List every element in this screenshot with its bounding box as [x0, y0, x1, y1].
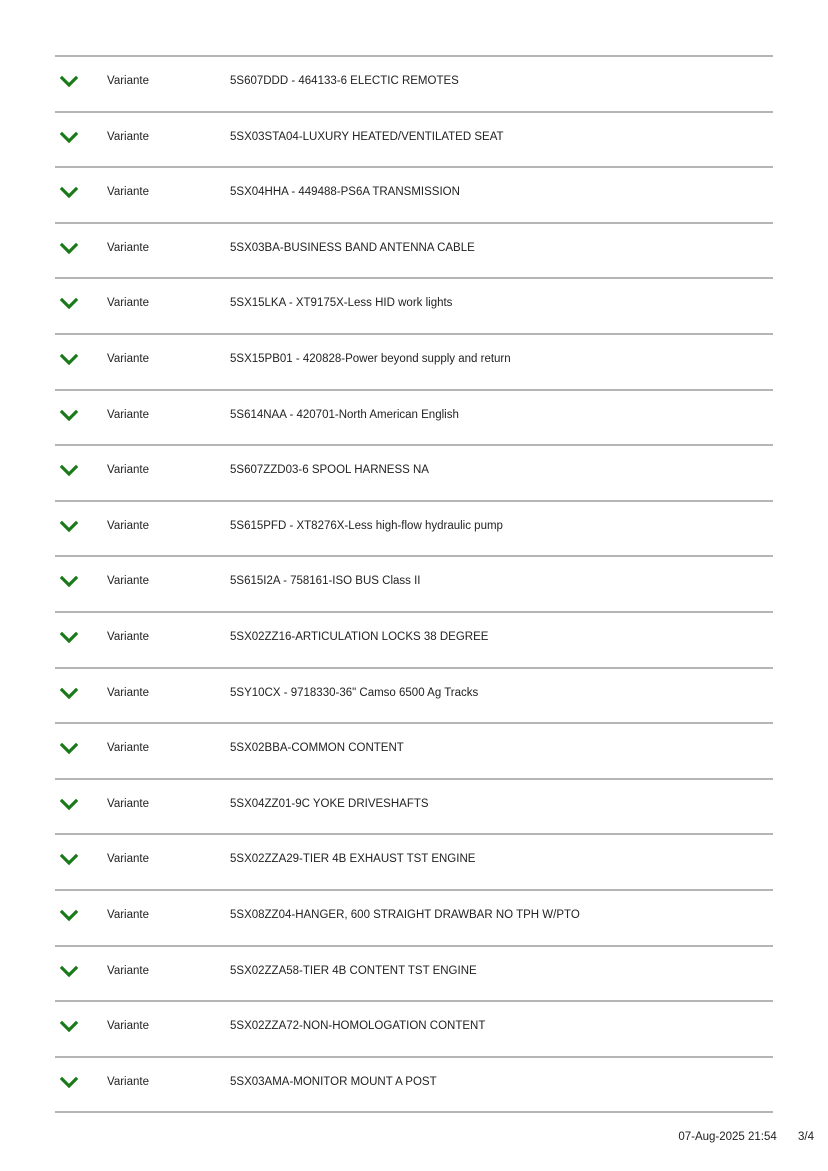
item-description: 5SX08ZZ04-HANGER, 600 STRAIGHT DRAWBAR NO TPH W/PTO — [230, 908, 580, 921]
item-description: 5S615PFD - XT8276X-Less high-flow hydraulic pump — [230, 519, 503, 532]
item-type: Variante — [107, 686, 149, 699]
item-type: Variante — [107, 797, 149, 810]
chevron-down-icon[interactable] — [60, 131, 78, 145]
item-type: Variante — [107, 297, 149, 310]
chevron-down-icon[interactable] — [60, 1076, 78, 1090]
chevron-down-icon[interactable] — [60, 965, 78, 979]
item-type: Variante — [107, 75, 149, 87]
list-item[interactable] — [55, 891, 773, 947]
item-type: Variante — [107, 742, 149, 755]
item-type: Variante — [107, 630, 149, 643]
item-description: 5SX04ZZ01-9C YOKE DRIVESHAFTS — [230, 797, 429, 810]
item-description: 5SX03BA-BUSINESS BAND ANTENNA CABLE — [230, 241, 475, 254]
item-description: 5SX02ZZA58-TIER 4B CONTENT TST ENGINE — [230, 964, 477, 977]
list-item[interactable] — [55, 224, 773, 280]
list-item[interactable] — [55, 335, 773, 391]
item-description: 5SX02ZZ16-ARTICULATION LOCKS 38 DEGREE — [230, 630, 489, 643]
item-type: Variante — [107, 352, 149, 365]
item-type: Variante — [107, 464, 149, 477]
item-type: Variante — [107, 130, 149, 143]
item-type: Variante — [107, 241, 149, 254]
chevron-down-icon[interactable] — [60, 909, 78, 923]
item-description: 5SY10CX - 9718330-36" Camso 6500 Ag Tracks — [230, 686, 479, 699]
item-description: 5S607DDD - 464133-6 ELECTIC REMOTES — [230, 75, 459, 87]
chevron-down-icon[interactable] — [60, 853, 78, 867]
list-item[interactable] — [55, 780, 773, 836]
list-item[interactable] — [55, 391, 773, 447]
chevron-down-icon[interactable] — [60, 520, 78, 534]
list-item[interactable] — [55, 1002, 773, 1058]
chevron-down-icon[interactable] — [60, 353, 78, 367]
list-item[interactable] — [55, 613, 773, 669]
list-item[interactable] — [55, 279, 773, 335]
chevron-down-icon[interactable] — [60, 631, 78, 645]
list-item[interactable] — [55, 502, 773, 558]
chevron-down-icon[interactable] — [60, 742, 78, 756]
list-item[interactable] — [55, 1058, 773, 1114]
chevron-down-icon[interactable] — [60, 687, 78, 701]
chevron-down-icon[interactable] — [60, 409, 78, 423]
list-item[interactable] — [55, 947, 773, 1003]
chevron-down-icon[interactable] — [60, 186, 78, 200]
list-item[interactable] — [55, 168, 773, 224]
chevron-down-icon[interactable] — [60, 75, 78, 89]
item-type: Variante — [107, 853, 149, 866]
item-type: Variante — [107, 519, 149, 532]
list-item[interactable] — [55, 57, 773, 113]
variant-list — [55, 55, 773, 1113]
chevron-down-icon[interactable] — [60, 575, 78, 589]
item-description: 5SX02ZZA72-NON-HOMOLOGATION CONTENT — [230, 1020, 486, 1033]
item-description: 5S615I2A - 758161-ISO BUS Class II — [230, 575, 421, 588]
item-type: Variante — [107, 1075, 149, 1088]
list-item[interactable] — [55, 113, 773, 169]
list-item[interactable] — [55, 724, 773, 780]
print-timestamp: 07-Aug-2025 21:54 — [678, 1131, 777, 1143]
page-footer — [678, 1130, 814, 1144]
list-item[interactable] — [55, 557, 773, 613]
item-description: 5SX02BBA-COMMON CONTENT — [230, 742, 404, 755]
item-description: 5SX02ZZA29-TIER 4B EXHAUST TST ENGINE — [230, 853, 476, 866]
item-type: Variante — [107, 908, 149, 921]
item-type: Variante — [107, 186, 149, 199]
page-number: 3/4 — [798, 1131, 814, 1143]
list-item[interactable] — [55, 835, 773, 891]
chevron-down-icon[interactable] — [60, 297, 78, 311]
item-description: 5SX15LKA - XT9175X-Less HID work lights — [230, 297, 453, 310]
item-description: 5SX03AMA-MONITOR MOUNT A POST — [230, 1075, 437, 1088]
chevron-down-icon[interactable] — [60, 1020, 78, 1034]
item-description: 5S607ZZD03-6 SPOOL HARNESS NA — [230, 464, 429, 477]
item-description: 5SX03STA04-LUXURY HEATED/VENTILATED SEAT — [230, 130, 504, 143]
item-description: 5SX04HHA - 449488-PS6A TRANSMISSION — [230, 186, 460, 199]
item-type: Variante — [107, 408, 149, 421]
item-type: Variante — [107, 1020, 149, 1033]
item-description: 5S614NAA - 420701-North American English — [230, 408, 459, 421]
chevron-down-icon[interactable] — [60, 798, 78, 812]
item-type: Variante — [107, 964, 149, 977]
list-item[interactable] — [55, 669, 773, 725]
chevron-down-icon[interactable] — [60, 464, 78, 478]
list-item[interactable] — [55, 446, 773, 502]
chevron-down-icon[interactable] — [60, 242, 78, 256]
item-type: Variante — [107, 575, 149, 588]
item-description: 5SX15PB01 - 420828-Power beyond supply and return — [230, 352, 511, 365]
